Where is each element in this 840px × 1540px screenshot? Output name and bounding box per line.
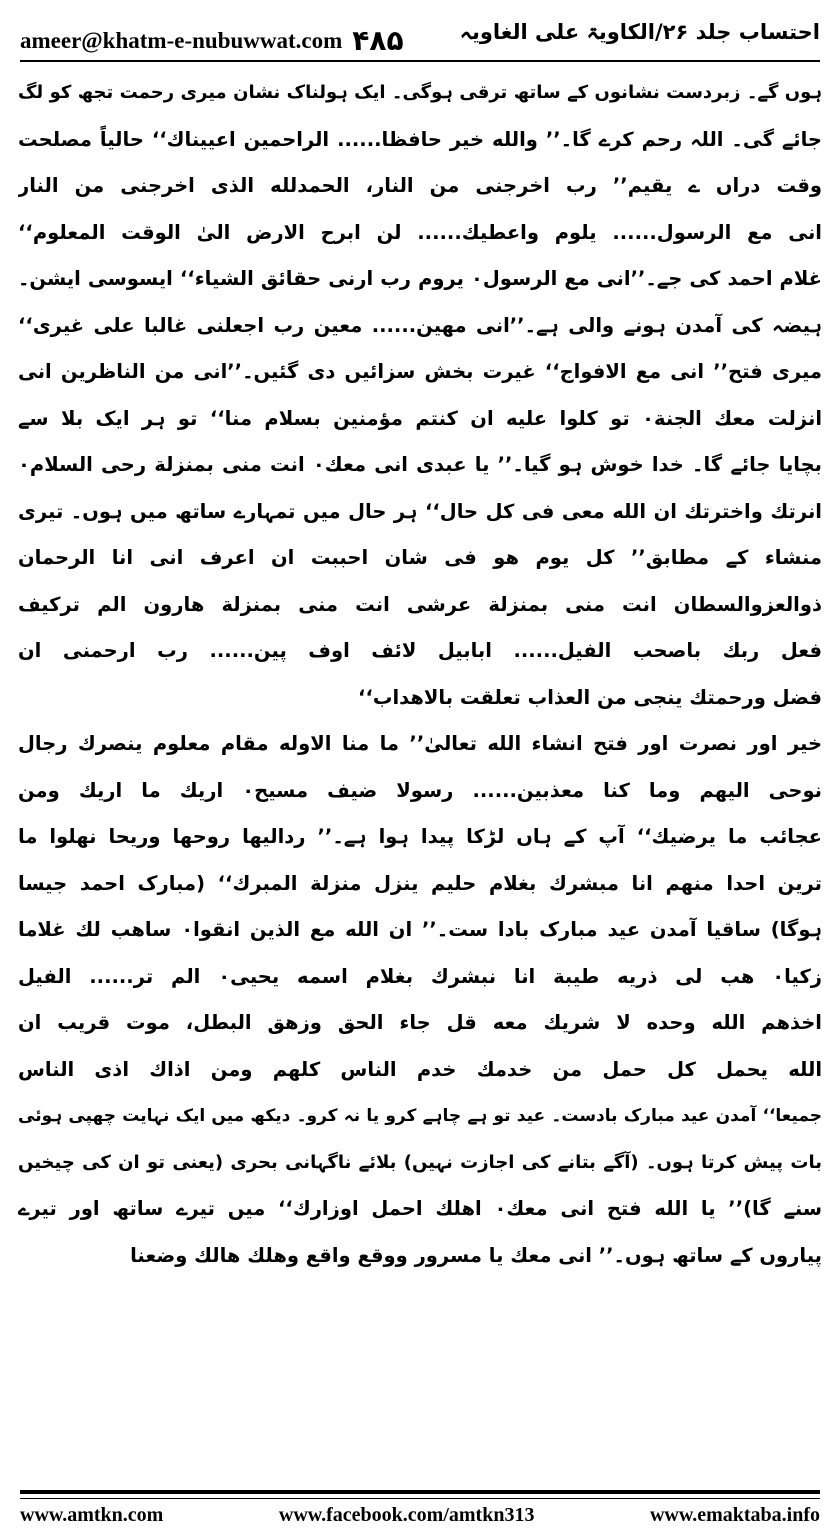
text-line: غلام احمد کی جے۔’’انی مع الرسول۰ یروم رب ارنی حقائق الشیاء‘‘ ایسوسی ایشن۔ xyxy=(18,267,822,290)
footer-links xyxy=(20,1504,820,1527)
page-body xyxy=(18,70,822,1279)
page-number: ۴۸۵ xyxy=(352,24,404,57)
text-line: وقت دراں ے یقیم’’ رب اخرجنی من النار، الحمدلله الذی اخرجنی من النار xyxy=(18,174,822,197)
text-line: نوحی الیهم وما کنا معذبین...... رسولا ضیف مسیح۰ اریك ما اریك ومن xyxy=(18,778,822,802)
text-line: ہوگا) ساقیا آمدن عید مبارک بادا ست۔’’ ان الله مع الذین انقوا۰ ساهب لك غلاما xyxy=(18,918,822,941)
text-line: الله یحمل کل حمل من خدمك خدم الناس کلهم ومن اذاك اذی الناس xyxy=(18,1057,822,1081)
text-line: ذوالعزوالسطان انت منی بمنزلة عرشی انت منی بمنزلة هارون الم ترکیف xyxy=(18,592,822,616)
text-line: جائے گی۔ اللہ رحم کرے گا۔’’ والله خیر حافظا...... الراحمین اعییناك‘‘ حالیاً مصلحت xyxy=(18,127,822,151)
text-line: میری فتح’’ انی مع الافواج‘‘ غیرت بخش سزائیں دی گئیں۔’’انی من الناظرین انی xyxy=(18,360,822,383)
footer-link-emaktaba[interactable]: www.emaktaba.info xyxy=(649,1504,820,1526)
header-left xyxy=(20,24,404,57)
text-line: انی مع الرسول...... یلوم واعطیك...... لن ابرح الارض الیٰ الوقت المعلوم‘‘ xyxy=(18,220,822,244)
text-line: بات پیش کرتا ہوں۔ (آگے بتانے کی اجازت نہیں) بلائے ناگہانی بحری (یعنی تو ان کی چیخیں xyxy=(18,1151,822,1173)
header-email[interactable]: ameer@khatm-e-nubuwwat.com xyxy=(20,28,343,53)
book-title: احتساب جلد ۲۶/الکاویۃ علی الغاویہ xyxy=(459,20,820,44)
footer-link-facebook[interactable]: www.facebook.com/amtkn313 xyxy=(278,1504,535,1526)
footer-rule-thick xyxy=(20,1490,820,1494)
text-line: فعل ربك باصحب الفیل...... ابابیل لائف اوف پین...... رب ارحمنی ان xyxy=(18,639,822,662)
text-line: بچایا جائے گا۔ خدا خوش ہو گیا۔’’ یا عبدی انی معك۰ انت منی بمنزلة رحی السلام۰ xyxy=(18,453,822,476)
text-line: زکیا۰ هب لی ذریه طیبة انا نبشرك بغلام اسمه یحیی۰ الم تر...... الفیل xyxy=(18,964,822,988)
text-line: منشاء کے مطابق’’ کل یوم هو فی شان احببت ان اعرف انی انا الرحمان xyxy=(18,546,822,569)
header-rule xyxy=(20,60,820,62)
text-line: پیاروں کے ساتھ ہوں۔’’ انی معك یا مسرور ووقع واقع وهلك هالك وضعنا xyxy=(130,1243,822,1267)
page-header xyxy=(20,12,820,62)
page-footer xyxy=(20,1490,820,1536)
text-line: اخذهم الله وحده لا شریك معه قل جاء الحق وزهق البطل، موت قریب ان xyxy=(18,1011,822,1034)
text-line: عجائب ما یرضیك‘‘ آپ کے ہاں لڑکا پیدا ہوا ہے۔’’ ردالیها روحها وریحا نهلوا ما xyxy=(18,825,822,848)
footer-rule-thin xyxy=(20,1498,820,1499)
text-line: جمیعا‘‘ آمدن عید مبارک بادست۔ عید تو ہے چاہے کرو یا نہ کرو۔ دیکھ میں ایک نہایت چھپی ہوئی xyxy=(18,1106,822,1126)
text-line: فضل ورحمتك ینجی من العذاب تعلقت بالاهداب‘‘ xyxy=(358,685,822,709)
text-line: سنے گا)’’ یا الله فتح انی معك۰ اهلك احمل اوزارك‘‘ میں تیرے ساتھ اور تیرے xyxy=(18,1197,822,1220)
footer-link-amtkn[interactable]: www.amtkn.com xyxy=(20,1504,164,1526)
text-line: انزلت معك الجنة۰ تو کلوا علیه ان کنتم مؤمنین بسلام منا‘‘ تو ہر ایک بلا سے xyxy=(18,406,822,430)
text-line: ترین احدا منهم انا مبشرك بغلام حلیم ینزل منزلة المبرك‘‘ (مبارک احمد جیسا xyxy=(18,871,822,895)
text-line: ہوں گے۔ زبردست نشانوں کے ساتھ ترقی ہوگی۔ ایک ہولناک نشان میری رحمت تجھ کو لگ xyxy=(18,82,822,103)
text-line: انرتك واخترتك ان الله معی فی کل حال‘‘ ہر حال میں تمہارے ساتھ میں ہوں۔ تیری xyxy=(18,499,822,523)
text-line: خیر اور نصرت اور فتح انشاء الله تعالیٰ’’ ما منا الاوله مقام معلوم ینصرك رجال xyxy=(18,732,822,755)
text-line: ہیضہ کی آمدن ہونے والی ہے۔’’انی مهین...... معین رب اجعلنی غالبا علی غیری‘‘ xyxy=(18,313,822,337)
